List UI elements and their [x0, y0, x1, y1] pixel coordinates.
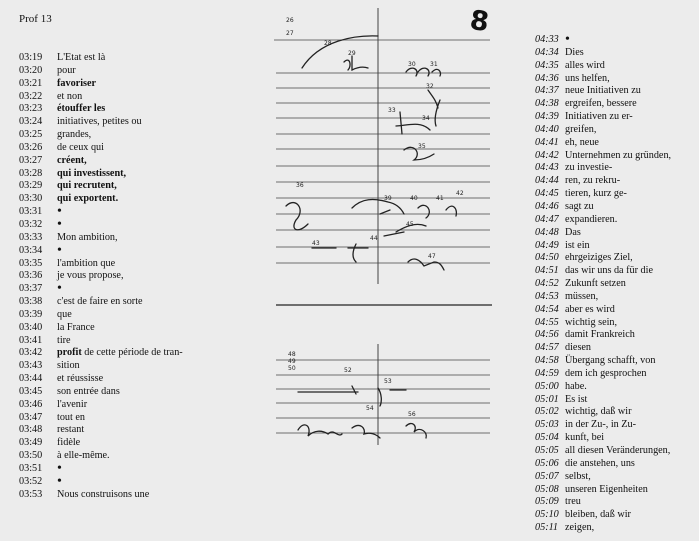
timestamp: 04:36 — [535, 72, 559, 84]
transcript-text: expandieren. — [565, 213, 618, 225]
timestamp: 05:07 — [535, 470, 559, 482]
note-number: 47 — [428, 253, 436, 260]
transcript-row — [535, 342, 695, 355]
transcript-row — [19, 473, 259, 489]
transcript-row — [535, 522, 695, 535]
transcript-row — [19, 155, 259, 168]
note-number: 54 — [366, 405, 374, 412]
timestamp: 05:00 — [535, 380, 559, 392]
transcript-row — [19, 296, 259, 309]
timestamp: 04:52 — [535, 278, 559, 290]
timestamp: 03:52 — [19, 475, 43, 487]
transcript-text: uns helfen, — [565, 72, 610, 84]
transcript-row — [535, 85, 695, 98]
timestamp: 05:02 — [535, 406, 559, 418]
transcript-text: tout en — [57, 411, 86, 423]
timestamp: 03:36 — [19, 270, 43, 282]
transcript-row — [19, 168, 259, 181]
page-number: 8 — [467, 4, 491, 39]
timestamp: 04:53 — [535, 290, 559, 302]
transcript-text: tieren, kurz ge- — [565, 188, 627, 200]
timestamp: 04:43 — [535, 162, 559, 174]
interpreter-notes-scan — [260, 0, 500, 541]
timestamp: 03:41 — [19, 334, 43, 346]
transcript-row — [535, 188, 695, 201]
transcript-row — [535, 47, 695, 60]
transcript-text: de ceux qui — [57, 141, 104, 153]
transcript-text: je vous propose, — [57, 270, 124, 282]
timestamp: 03:38 — [19, 296, 43, 308]
transcript-row — [535, 484, 695, 497]
transcript-text: müssen, — [565, 290, 599, 302]
transcript-row — [19, 335, 259, 348]
transcript-row — [19, 373, 259, 386]
timestamp: 04:51 — [535, 265, 559, 277]
timestamp: 03:34 — [19, 244, 43, 256]
transcript-text: neue Initiativen zu — [565, 85, 641, 97]
transcript-text: son entrée dans — [57, 385, 120, 397]
transcript-row — [535, 291, 695, 304]
transcript-text: sagt zu — [565, 200, 594, 212]
note-number: 44 — [370, 235, 378, 242]
timestamp: 04:41 — [535, 136, 559, 148]
transcript-text: qui exportent. — [57, 193, 119, 205]
note-number: 40 — [410, 195, 418, 202]
transcript-text: wichtig, daß wir — [565, 406, 632, 418]
transcript-text: • — [57, 461, 62, 476]
transcript-text: greifen, — [565, 123, 597, 135]
timestamp: 05:06 — [535, 457, 559, 469]
transcript-text: favoriser — [57, 77, 97, 89]
transcript-row — [535, 150, 695, 163]
transcript-row — [19, 180, 259, 193]
note-number: 27 — [286, 30, 294, 37]
note-number: 45 — [406, 221, 414, 228]
transcript-row — [535, 317, 695, 330]
timestamp: 04:50 — [535, 252, 559, 264]
timestamp: 04:35 — [535, 59, 559, 71]
transcript-text: kunft, bei — [565, 432, 605, 444]
transcript-row — [535, 162, 695, 175]
transcript-row — [535, 98, 695, 111]
transcript-text: damit Frankreich — [565, 329, 635, 341]
transcript-text: • — [565, 32, 570, 47]
timestamp: 03:43 — [19, 360, 43, 372]
timestamp: 04:42 — [535, 149, 559, 161]
note-number: 29 — [348, 50, 356, 57]
timestamp: 03:48 — [19, 424, 43, 436]
transcript-row — [535, 471, 695, 484]
note-number: 33 — [388, 107, 396, 114]
timestamp: 03:45 — [19, 385, 43, 397]
transcript-row — [535, 73, 695, 86]
transcript-text: fidèle — [57, 437, 81, 449]
transcript-text: Dies — [565, 46, 584, 58]
transcript-row — [535, 214, 695, 227]
timestamp: 04:55 — [535, 316, 559, 328]
transcript-text: • — [57, 242, 62, 258]
transcript-text: • — [57, 281, 62, 297]
note-number: 48 — [288, 351, 296, 358]
timestamp: 03:49 — [19, 437, 43, 449]
transcript-text: selbst, — [565, 470, 591, 482]
transcript-text: qui recrutent, — [57, 180, 117, 192]
transcript-text: diesen — [565, 342, 592, 354]
timestamp: 03:29 — [19, 180, 43, 192]
transcript-row — [535, 265, 695, 278]
note-number: 32 — [426, 83, 434, 90]
note-number: 42 — [456, 190, 464, 197]
timestamp: 05:08 — [535, 483, 559, 495]
transcript-text: Übergang schafft, von — [565, 355, 656, 367]
note-number: 36 — [296, 182, 304, 189]
transcript-row — [19, 386, 259, 399]
transcript-text: Nous construisons une — [57, 488, 150, 500]
transcript-row — [19, 283, 259, 296]
transcript-text: restant — [57, 424, 85, 436]
transcript-text: ehrgeiziges Ziel, — [565, 252, 633, 264]
timestamp: 03:25 — [19, 129, 43, 141]
transcript-text: profit de cette période de tran- — [57, 347, 183, 359]
transcript-row — [19, 463, 259, 476]
transcript-text: créent, — [57, 154, 87, 166]
timestamp: 05:10 — [535, 509, 559, 521]
timestamp: 03:32 — [19, 218, 43, 230]
transcript-text: unseren Eigenheiten — [565, 483, 648, 495]
timestamp: 04:54 — [535, 303, 559, 315]
transcript-text: habe. — [565, 380, 587, 392]
transcript-row — [535, 419, 695, 432]
note-number: 43 — [312, 240, 320, 247]
transcript-row — [535, 201, 695, 214]
transcript-text: aber es wird — [565, 303, 615, 315]
transcript-row — [19, 103, 259, 116]
transcript-text: wichtig sein, — [565, 316, 618, 328]
timestamp: 04:57 — [535, 342, 559, 354]
timestamp: 04:58 — [535, 355, 559, 367]
timestamp: 03:27 — [19, 154, 43, 166]
transcript-text: Das — [565, 226, 581, 238]
transcript-row — [535, 394, 695, 407]
transcript-row — [19, 91, 259, 104]
transcript-row — [19, 489, 259, 502]
transcript-row — [19, 360, 259, 373]
transcript-row — [535, 34, 695, 47]
timestamp: 05:03 — [535, 419, 559, 431]
timestamp: 03:22 — [19, 90, 43, 102]
note-number: 26 — [286, 17, 294, 24]
timestamp: 03:31 — [19, 206, 43, 218]
timestamp: 03:37 — [19, 283, 43, 295]
timestamp: 03:50 — [19, 450, 43, 462]
transcript-row — [535, 252, 695, 265]
transcript-row — [19, 52, 259, 65]
transcript-text: l'avenir — [57, 398, 88, 410]
transcript-row — [535, 458, 695, 471]
note-number: 34 — [422, 115, 430, 122]
transcript-text: pour — [57, 64, 76, 76]
timestamp: 04:48 — [535, 226, 559, 238]
transcript-text: in der Zu-, in Zu- — [565, 419, 637, 431]
transcript-row — [535, 304, 695, 317]
transcript-text: ist ein — [565, 239, 590, 251]
timestamp: 05:11 — [535, 522, 559, 534]
transcript-row — [19, 347, 259, 360]
transcript-row — [19, 270, 259, 283]
transcript-text: bleiben, daß wir — [565, 509, 631, 521]
note-number: 35 — [418, 143, 426, 150]
note-number: 39 — [384, 195, 392, 202]
transcript-text: et non — [57, 90, 83, 102]
transcript-row — [19, 65, 259, 78]
timestamp: 03:46 — [19, 398, 43, 410]
timestamp: 04:37 — [535, 85, 559, 97]
transcript-text: à elle-même. — [57, 450, 110, 462]
timestamp: 03:30 — [19, 193, 43, 205]
timestamp: 03:24 — [19, 116, 43, 128]
transcript-text: zeigen, — [565, 522, 595, 534]
transcript-row — [535, 111, 695, 124]
transcript-row — [19, 450, 259, 463]
timestamp: 03:28 — [19, 167, 43, 179]
transcript-row — [19, 216, 259, 232]
transcript-text: Es ist — [565, 393, 588, 405]
transcript-text: qui investissent, — [57, 167, 127, 179]
timestamp: 03:44 — [19, 373, 43, 385]
transcript-row — [535, 406, 695, 419]
timestamp: 04:47 — [535, 213, 559, 225]
transcript-row — [535, 381, 695, 394]
note-number: 28 — [324, 40, 332, 47]
transcript-row — [535, 278, 695, 291]
timestamp: 05:09 — [535, 496, 559, 508]
transcript-text: das wir uns da für die — [565, 265, 653, 277]
transcript-row — [535, 137, 695, 150]
transcript-row — [535, 240, 695, 253]
transcript-text: étouffer les — [57, 103, 106, 115]
transcript-row — [535, 509, 695, 522]
timestamp: 03:23 — [19, 103, 43, 115]
note-number: 52 — [344, 367, 352, 374]
timestamp: 03:26 — [19, 141, 43, 153]
transcript-row — [535, 496, 695, 509]
timestamp: 03:39 — [19, 308, 43, 320]
transcript-row — [19, 258, 259, 271]
transcript-text: que — [57, 308, 72, 320]
transcript-row — [535, 124, 695, 137]
transcript-text: tire — [57, 334, 71, 346]
timestamp: 05:04 — [535, 432, 559, 444]
french-source-column — [19, 52, 259, 502]
transcript-text: initiatives, petites ou — [57, 116, 142, 128]
transcript-text: ren, zu rekru- — [565, 175, 621, 187]
transcript-text: • — [57, 473, 62, 489]
transcript-row — [19, 232, 259, 245]
transcript-row — [535, 445, 695, 458]
timestamp: 03:47 — [19, 411, 43, 423]
timestamp: 03:33 — [19, 231, 43, 243]
transcript-text: Zukunft setzen — [565, 278, 626, 290]
timestamp: 04:44 — [535, 175, 559, 187]
transcript-row — [19, 412, 259, 425]
transcript-text: zu investie- — [565, 162, 613, 174]
transcript-row — [535, 432, 695, 445]
note-number: 30 — [408, 61, 416, 68]
transcript-row — [19, 142, 259, 155]
transcript-row — [535, 355, 695, 368]
note-number: 50 — [288, 365, 296, 372]
transcript-row — [535, 175, 695, 188]
transcript-row — [19, 242, 259, 258]
transcript-text: c'est de faire en sorte — [57, 296, 143, 308]
page-header: Prof 13 — [19, 13, 52, 25]
note-number: 53 — [384, 378, 392, 385]
timestamp: 04:46 — [535, 200, 559, 212]
transcript-row — [19, 116, 259, 129]
transcript-row — [19, 399, 259, 412]
transcript-text: Unternehmen zu gründen, — [565, 149, 672, 161]
timestamp: 04:38 — [535, 98, 559, 110]
transcript-text: Initiativen zu er- — [565, 111, 633, 123]
transcript-text: dem ich gesprochen — [565, 367, 647, 379]
transcript-row — [535, 227, 695, 240]
transcript-text: • — [57, 216, 62, 232]
transcript-row — [19, 206, 259, 219]
timestamp: 03:40 — [19, 321, 43, 333]
timestamp: 04:40 — [535, 123, 559, 135]
timestamp: 03:42 — [19, 347, 43, 359]
timestamp: 04:33 — [535, 34, 559, 45]
timestamp: 03:35 — [19, 257, 43, 269]
transcript-row — [19, 322, 259, 335]
timestamp: 04:56 — [535, 329, 559, 341]
timestamp: 04:34 — [535, 46, 559, 58]
transcript-row — [19, 78, 259, 91]
note-number: 31 — [430, 61, 438, 68]
transcript-text: die anstehen, uns — [565, 457, 635, 469]
note-number: 56 — [408, 411, 416, 418]
transcript-text: et réussisse — [57, 373, 104, 385]
timestamp: 03:21 — [19, 77, 43, 89]
transcript-text: l'ambition que — [57, 257, 116, 269]
transcript-text: la France — [57, 321, 95, 333]
note-number: 41 — [436, 195, 444, 202]
transcript-text: Mon ambition, — [57, 231, 118, 243]
transcript-text: L'Etat est là — [57, 52, 106, 63]
transcript-text: alles wird — [565, 59, 605, 71]
german-interpretation-column — [535, 34, 695, 535]
timestamp: 03:51 — [19, 463, 43, 474]
timestamp: 04:45 — [535, 188, 559, 200]
transcript-row — [19, 424, 259, 437]
transcript-text: eh, neue — [565, 136, 599, 148]
transcript-row — [19, 437, 259, 450]
transcript-row — [535, 60, 695, 73]
transcript-text: sition — [57, 360, 80, 372]
transcript-row — [535, 368, 695, 381]
timestamp: 04:49 — [535, 239, 559, 251]
transcript-text: treu — [565, 496, 581, 508]
timestamp: 03:19 — [19, 52, 43, 63]
transcript-row — [19, 193, 259, 206]
transcript-text: grandes, — [57, 129, 92, 141]
transcript-text: all diesen Veränderungen, — [565, 445, 671, 456]
timestamp: 05:05 — [535, 445, 559, 456]
transcript-row — [19, 129, 259, 142]
timestamp: 04:59 — [535, 367, 559, 379]
transcript-text: • — [57, 204, 62, 220]
timestamp: 03:53 — [19, 488, 43, 500]
timestamp: 03:20 — [19, 64, 43, 76]
transcript-row — [19, 309, 259, 322]
note-number: 49 — [288, 358, 296, 365]
transcript-row — [535, 329, 695, 342]
transcript-text: ergreifen, bessere — [565, 98, 637, 110]
timestamp: 04:39 — [535, 111, 559, 123]
timestamp: 05:01 — [535, 393, 559, 405]
